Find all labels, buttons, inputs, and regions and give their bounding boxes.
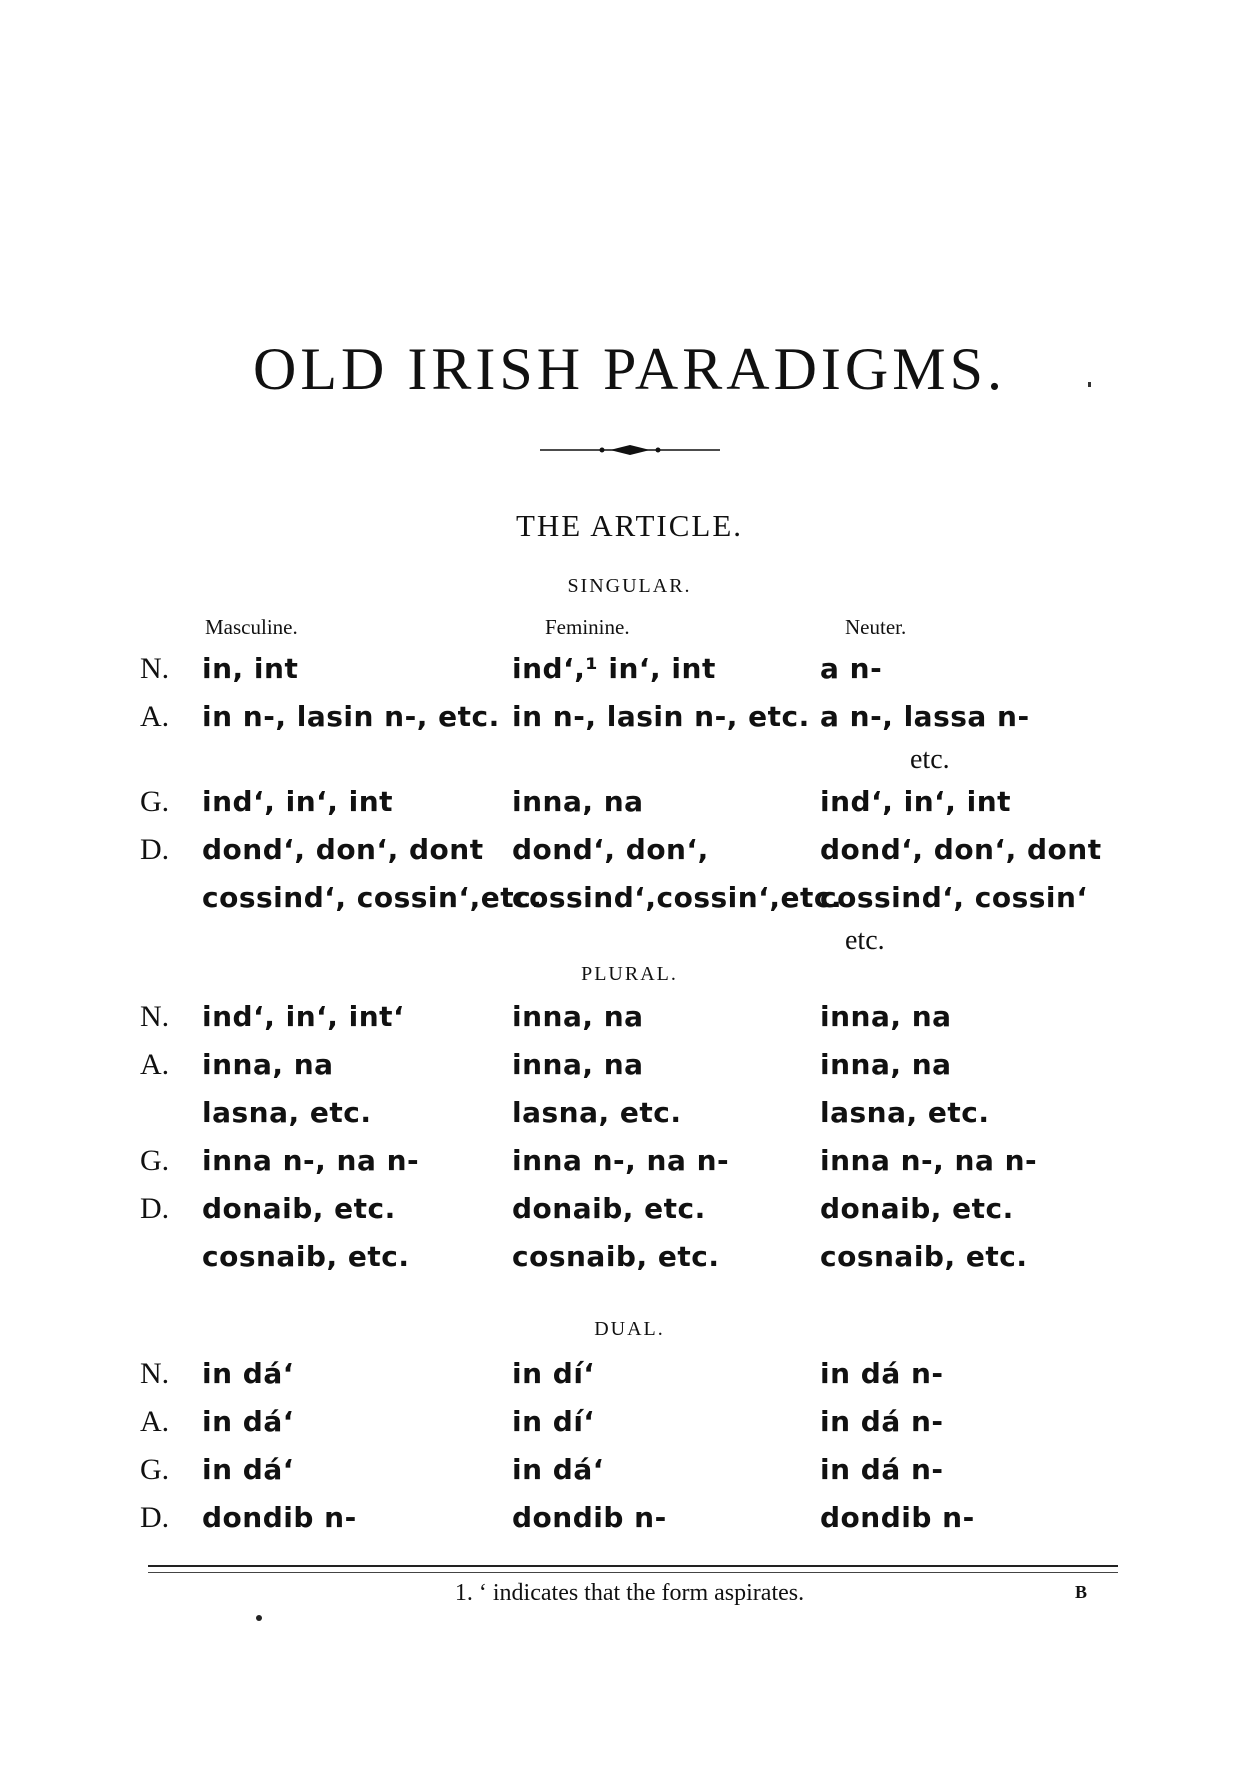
neuter-form: a n- — [820, 652, 883, 685]
column-header-feminine: Feminine. — [545, 615, 630, 639]
case-label: N. — [140, 1000, 170, 1033]
section-heading-article: THE ARTICLE. — [515, 508, 744, 543]
neuter-form: inna, na — [820, 1000, 952, 1033]
feminine-form: inna, na — [512, 785, 644, 818]
masculine-form: inna n-, na n- — [202, 1144, 420, 1177]
table-row — [0, 1357, 1259, 1401]
neuter-form: a n-, lassa n- — [820, 700, 1030, 733]
masculine-form: inna, na — [202, 1048, 334, 1081]
masculine-form: in dá‘ — [202, 1453, 294, 1486]
neuter-form: dondib n- — [820, 1501, 975, 1534]
table-row — [0, 1453, 1259, 1497]
table-row — [0, 652, 1259, 696]
masculine-form: dondib n- — [202, 1501, 357, 1534]
ink-mark — [1088, 382, 1091, 387]
neuter-form: cosnaib, etc. — [820, 1240, 1028, 1273]
etc-continuation: etc. — [910, 744, 950, 775]
masculine-form: in, int — [202, 652, 299, 685]
feminine-form: cossind‘,cossin‘,etc. — [512, 881, 843, 914]
feminine-form: cosnaib, etc. — [512, 1240, 720, 1273]
neuter-form: lasna, etc. — [820, 1096, 990, 1129]
section-label-singular: SINGULAR. — [567, 575, 692, 597]
feminine-form: inna, na — [512, 1048, 644, 1081]
feminine-form: in dá‘ — [512, 1453, 604, 1486]
table-row — [0, 881, 1259, 925]
column-header-neuter: Neuter. — [845, 615, 907, 639]
masculine-form: in dá‘ — [202, 1405, 294, 1438]
table-row — [0, 1501, 1259, 1545]
table-row — [0, 1144, 1259, 1188]
neuter-form: cossind‘, cossin‘ — [820, 881, 1088, 914]
feminine-form: donaib, etc. — [512, 1192, 706, 1225]
feminine-form: dond‘, don‘, — [512, 833, 709, 866]
masculine-form: cossind‘, cossin‘,etc. — [202, 881, 543, 914]
case-label: G. — [140, 1144, 170, 1177]
table-row — [0, 833, 1259, 877]
table-row — [0, 1096, 1259, 1140]
feminine-form: in dí‘ — [512, 1405, 595, 1438]
masculine-form: ind‘, in‘, int‘ — [202, 1000, 405, 1033]
table-row — [0, 1240, 1259, 1284]
table-row — [0, 785, 1259, 829]
feminine-form: ind‘,¹ in‘, int — [512, 652, 716, 685]
table-row — [0, 1192, 1259, 1236]
section-label-plural: PLURAL. — [581, 963, 678, 985]
neuter-form: in dá n- — [820, 1357, 944, 1390]
feminine-form: inna, na — [512, 1000, 644, 1033]
masculine-form: donaib, etc. — [202, 1192, 396, 1225]
table-row — [0, 1048, 1259, 1092]
table-row — [0, 700, 1259, 744]
feminine-form: in dí‘ — [512, 1357, 595, 1390]
neuter-form: in dá n- — [820, 1453, 944, 1486]
case-label: G. — [140, 785, 170, 818]
neuter-form: donaib, etc. — [820, 1192, 1014, 1225]
masculine-form: ind‘, in‘, int — [202, 785, 394, 818]
table-row — [0, 1405, 1259, 1449]
feminine-form: lasna, etc. — [512, 1096, 682, 1129]
feminine-form: dondib n- — [512, 1501, 667, 1534]
footnote-rule-thin — [148, 1572, 1118, 1573]
feminine-form: in n-, lasin n-, etc. — [512, 700, 810, 733]
case-label: D. — [140, 1501, 170, 1534]
neuter-form: inna, na — [820, 1048, 952, 1081]
page-title: OLD IRISH PARADIGMS. — [253, 336, 1006, 402]
masculine-form: lasna, etc. — [202, 1096, 372, 1129]
case-label: A. — [140, 700, 170, 733]
signature-mark: B — [1075, 1582, 1088, 1602]
column-header-masculine: Masculine. — [205, 615, 298, 639]
case-label: A. — [140, 1405, 170, 1438]
neuter-form: ind‘, in‘, int — [820, 785, 1012, 818]
feminine-form: inna n-, na n- — [512, 1144, 730, 1177]
case-label: D. — [140, 833, 170, 866]
case-label: N. — [140, 652, 170, 685]
table-row — [0, 1000, 1259, 1044]
case-label: G. — [140, 1453, 170, 1486]
neuter-form: in dá n- — [820, 1405, 944, 1438]
masculine-form: cosnaib, etc. — [202, 1240, 410, 1273]
etc-continuation: etc. — [845, 925, 885, 956]
masculine-form: in dá‘ — [202, 1357, 294, 1390]
ornament-divider — [540, 440, 720, 460]
footnote: 1. ‘ indicates that the form aspirates. — [454, 1580, 805, 1606]
section-label-dual: DUAL. — [594, 1318, 665, 1340]
masculine-form: in n-, lasin n-, etc. — [202, 700, 500, 733]
neuter-form: inna n-, na n- — [820, 1144, 1038, 1177]
masculine-form: dond‘, don‘, dont — [202, 833, 484, 866]
footnote-rule — [148, 1565, 1118, 1567]
case-label: D. — [140, 1192, 170, 1225]
ink-speck — [256, 1615, 262, 1621]
neuter-form: dond‘, don‘, dont — [820, 833, 1102, 866]
case-label: N. — [140, 1357, 170, 1390]
case-label: A. — [140, 1048, 170, 1081]
